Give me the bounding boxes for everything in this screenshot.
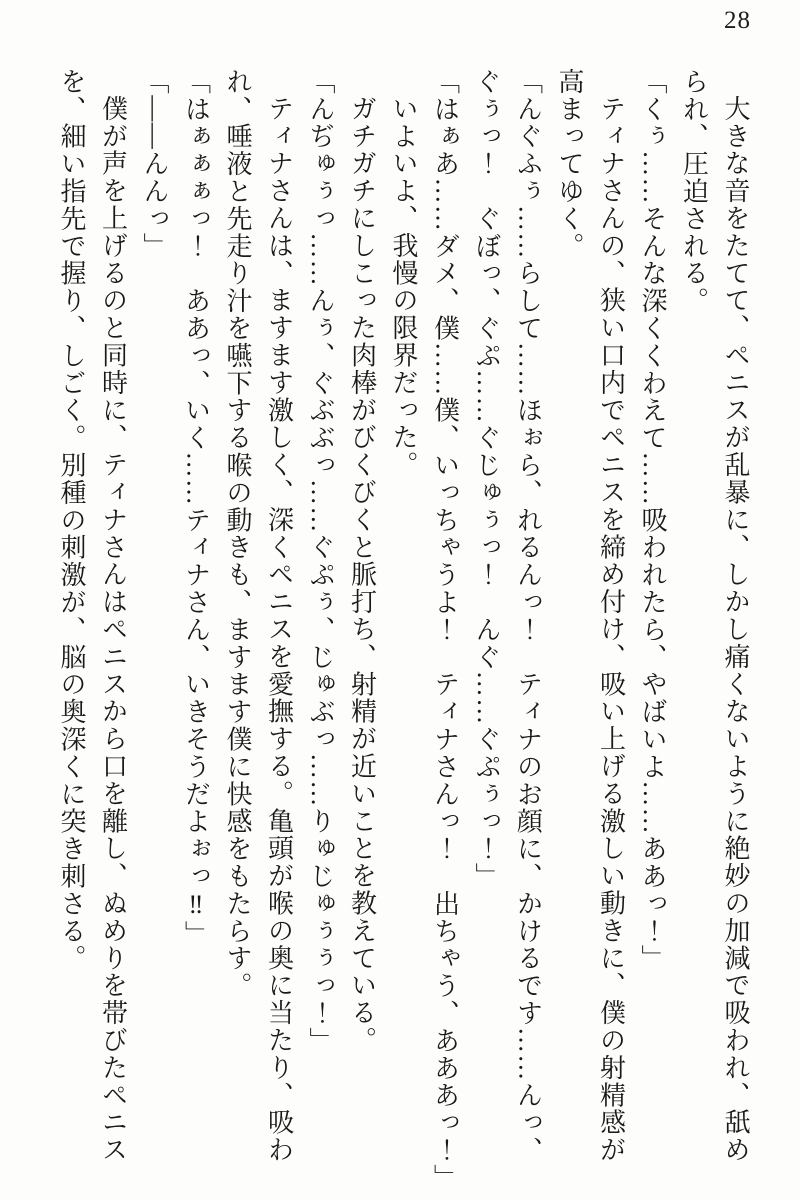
- text-line: 「――んんっ」: [140, 68, 169, 260]
- text-line: ティナさんの、狭い口内でペニスを締め付け、吸い上げる激しい動きに、僕の射精感が: [596, 95, 626, 1164]
- text-line: ぐぅっ！ ぐぼっ、ぐぷ……ぐじゅぅっ！ んぐ……ぐぷぅっ！」: [472, 68, 501, 890]
- text-line: いよいよ、我慢の限界だった。: [389, 95, 418, 479]
- text-line: 「くぅ……そんな深くくわえて……吸われたら、やばいよ……ああっ！」: [638, 68, 667, 973]
- novel-text-block: [51, 68, 757, 1192]
- text-line: 大きな音をたてて、ペニスが乱暴に、しかし痛くないように絶妙の加減で吸われ、舐め: [721, 95, 750, 1164]
- text-line: 高まってゆく。: [555, 68, 584, 260]
- text-line: ティナさんは、ますます激しく、深くペニスを愛撫する。亀頭が喉の奥に当たり、吸わ: [264, 95, 294, 1164]
- text-line: れ、唾液と先走り汁を嚥下する喉の動きも、ますます僕に快感をもたらす。: [223, 68, 252, 1000]
- text-line: られ、圧迫される。: [679, 68, 709, 315]
- text-line: ガチガチにしこった肉棒がびくびくと脈打ち、射精が近いことを教えている。: [347, 95, 377, 1055]
- text-line: を、細い指先で握り、しごく。別種の刺激が、脳の奥深くに突き刺さる。: [57, 68, 86, 973]
- page-number: 28: [724, 7, 751, 34]
- text-line: 「はぁあ……ダメ、僕……僕、いっちゃうよ！ ティナさんっ！ 出ちゃう、あああっ！」: [430, 68, 460, 1192]
- text-line: 「んぢゅぅっ……んぅ、ぐぶぶっ……ぐぷぅ、じゅぶっ……りゅじゅぅぅっ！」: [306, 68, 335, 1055]
- text-line: 僕が声を上げるのと同時に、ティナさんはペニスから口を離し、ぬめりを帯びたペニス: [98, 95, 128, 1164]
- text-line: 「はぁぁぁっ！ ああっ、いく……ティナさん、いきそうだよぉっ‼」: [181, 68, 211, 948]
- text-line: 「んぐふぅ……らして……ほぉら、れるんっ！ ティナのお顔に、かけるです……んっ、: [513, 68, 543, 1164]
